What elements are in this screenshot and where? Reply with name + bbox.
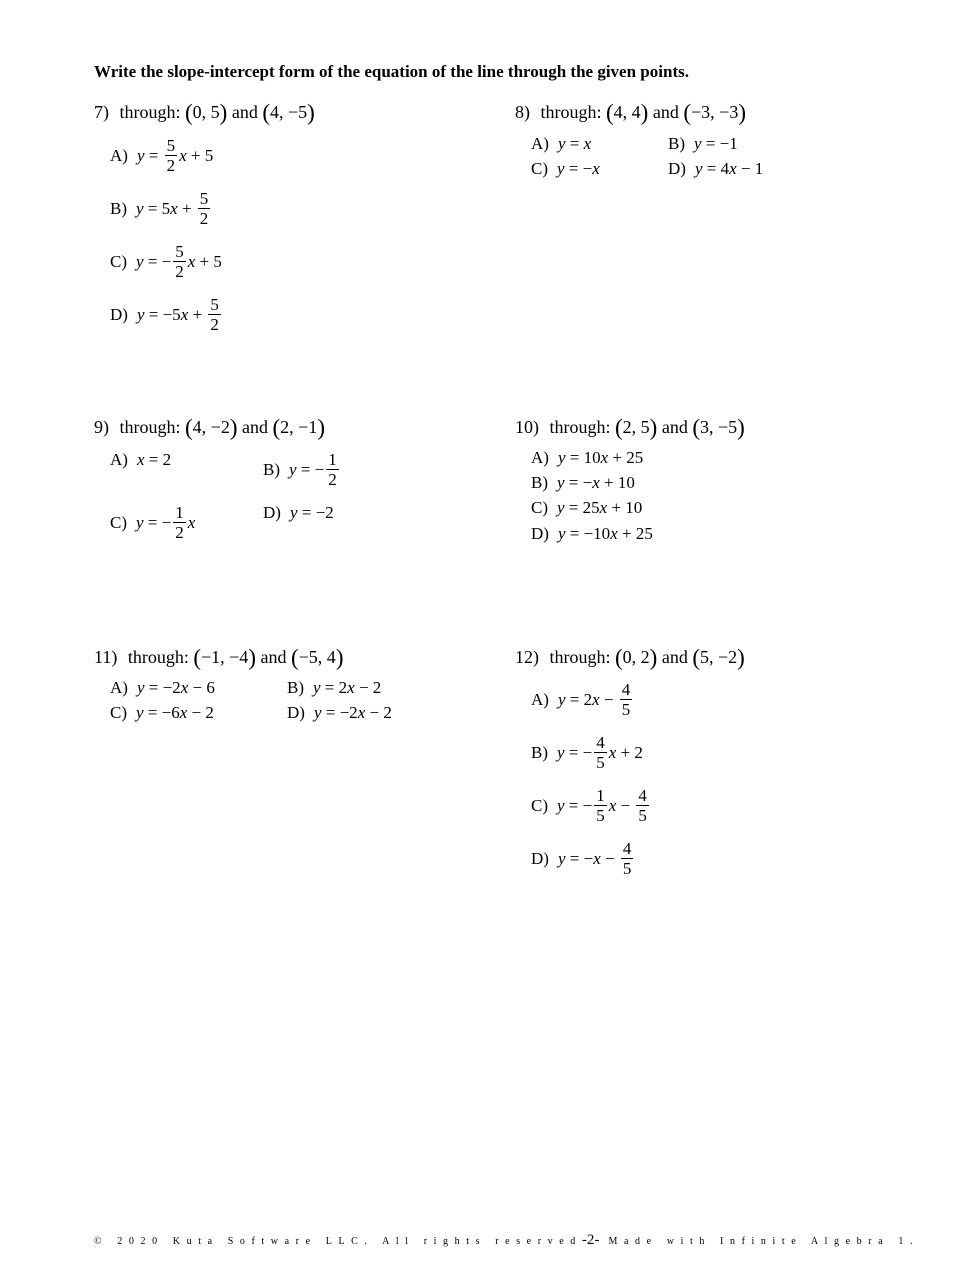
problem-11-heading: 11) through: (−1, −4) and (−5, 4) bbox=[94, 645, 344, 670]
choice-11d[interactable]: D) y = −2 x − 2 bbox=[287, 703, 392, 722]
problem-9-heading: 9) through: (4, −2) and (2, −1) bbox=[94, 415, 325, 440]
choice-12b[interactable]: B) y = − $\frac{4}{5}$ x + 2 bbox=[531, 733, 643, 772]
choice-10c[interactable]: C) y = 25 x + 10 bbox=[531, 498, 643, 517]
point-1: 0, 5 bbox=[192, 102, 220, 122]
choice-7d[interactable]: D) y = −5 x + $\frac{5}{2}$ bbox=[110, 295, 219, 334]
choice-12c[interactable]: C) y = − $\frac{1}{5}$ x − $\frac{4}{5}$ bbox=[531, 786, 647, 825]
choice-11a[interactable]: A) y = −2 x − 6 bbox=[110, 678, 215, 697]
choice-11c[interactable]: C) y = −6 x − 2 bbox=[110, 703, 214, 722]
choice-12d[interactable]: D) y = − x − $\frac{4}{5}$ bbox=[531, 839, 632, 878]
copyright-text: © 2020 Kuta Software LLC. All rights reserved bbox=[94, 1236, 582, 1247]
problem-12-heading: 12) through: (0, 2) and (5, −2) bbox=[515, 645, 745, 670]
through-label: through: bbox=[119, 102, 181, 122]
choice-9c[interactable]: C) y = − $\frac{1}{2}$ x bbox=[110, 503, 196, 542]
choice-8b[interactable]: B) y = −1 bbox=[668, 134, 738, 153]
choice-8a[interactable]: A) y = x bbox=[531, 134, 592, 153]
footer bbox=[94, 1232, 919, 1249]
page-number: -2- bbox=[581, 1232, 600, 1248]
choice-11b[interactable]: B) y = 2 x − 2 bbox=[287, 678, 382, 697]
choice-7b[interactable]: B) y = 5 x + $\frac{5}{2}$ bbox=[110, 189, 209, 228]
and-label: and bbox=[231, 102, 258, 122]
point-2: 4, −5 bbox=[270, 102, 308, 122]
problem-10-heading: 10) through: (2, 5) and (3, −5) bbox=[515, 415, 745, 440]
choice-9b[interactable]: B) y = − $\frac{1}{2}$ bbox=[263, 450, 337, 489]
choice-10d[interactable]: D) y = −10 x + 25 bbox=[531, 524, 653, 543]
problem-8-heading: 8) through: (4, 4) and (−3, −3) bbox=[515, 100, 746, 125]
choice-10a[interactable]: A) y = 10 x + 25 bbox=[531, 448, 644, 467]
choice-7c[interactable]: C) y = − $\frac{5}{2}$ x + 5 bbox=[110, 242, 222, 281]
choice-12a[interactable]: A) y = 2 x − $\frac{4}{5}$ bbox=[531, 680, 631, 719]
choice-8c[interactable]: C) y = − x bbox=[531, 159, 600, 178]
choice-7a[interactable]: A) y = $\frac{5}{2}$ x + 5 bbox=[110, 136, 214, 175]
choice-9d[interactable]: D) y = −2 bbox=[263, 503, 334, 522]
choice-8d[interactable]: D) y = 4 x − 1 bbox=[668, 159, 764, 178]
choice-9a[interactable]: A) x = 2 bbox=[110, 450, 172, 469]
problem-7-heading: 7) through: (0, 5) and (4, −5) bbox=[94, 100, 315, 125]
choice-10b[interactable]: B) y = − x + 10 bbox=[531, 473, 635, 492]
problem-number: 7) bbox=[94, 102, 109, 122]
instructions: Write the slope-intercept form of the equation of the line through the given points. bbox=[94, 62, 689, 81]
made-with-text: Made with Infinite Algebra 1. bbox=[608, 1236, 920, 1247]
